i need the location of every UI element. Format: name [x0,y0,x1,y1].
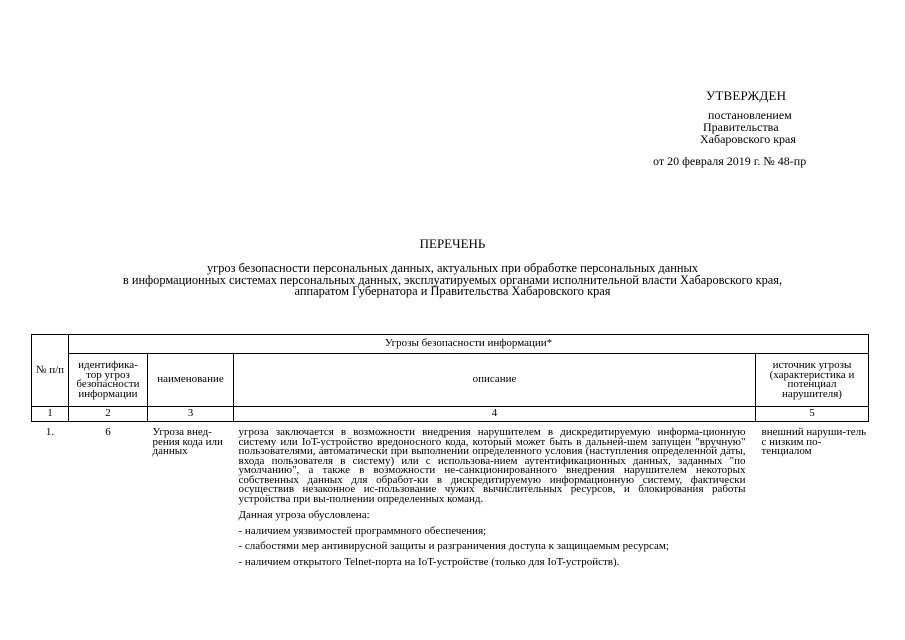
header-num-label: № п/п [35,363,65,376]
threats-table [31,334,869,574]
header-id [69,354,148,407]
approval-heading: УТВЕРЖДЕН [706,88,787,103]
row-threat-id: 6 [105,426,111,438]
table-column-numbers-row [32,407,869,422]
document-subtitle [40,263,865,298]
column-number-1: 1 [32,407,69,422]
approval-line-resolution: постановлением [708,108,792,122]
row-threat-description-cell [234,422,756,575]
header-name-label: наименование [157,373,224,386]
row-condition-item: - наличием открытого Telnet-порта на IoT-устройстве (только для IoT-устройств). [238,555,620,568]
subtitle-line-3: аппаратом Губернатора и Правительства Хабаровского края [294,284,611,298]
row-threat-description: угроза заключается в возможности внедрения нарушителем в дискредитируемую информа-ционную систему или IoT-устройство вредоносного кода, который может быть в дальней-шем запущен "вручную" пользователями, автоматически при выполнении определенного условия (наступления определенной даты, входа пользователя в систему) или с использова-нием аутентификационных данных, заданных "по умолчанию", а также в возможности не-санкционированного внедрения нарушителем некоторых собственных данных для обработ-ки в дискредитируемую информационную систему, фактически осуществив незаконное ис-пользование чужих вычислительных ресурсов, и блокирования работы устройства при вы-полнении определенных команд. [238,426,746,505]
header-id-label: идентифика-тор угроз безопасности информации [76,359,140,400]
approval-line-region: Хабаровского края [700,132,796,146]
row-threat-name: Угроза внед-рения кода или данных [152,426,223,457]
header-group [69,335,869,354]
header-desc [234,354,756,407]
header-src [756,354,869,407]
row-conditions-intro: Данная угроза обусловлена: [238,509,370,521]
table-header-row [32,354,869,407]
header-src-label: источник угрозы (характеристика и потенциал нарушителя) [769,359,855,400]
row-condition-item: - наличием уязвимостей программного обеспечения; [238,524,487,537]
approval-line-government: Правительства [703,120,779,134]
approval-line-date: от 20 февраля 2019 г. № 48-пр [653,154,807,168]
row-condition-item: - слабостями мер антивирусной защиты и разграничения доступа к защищаемым ресурсам; [238,540,669,552]
document-title: ПЕРЕЧЕНЬ [419,236,486,251]
column-number-4: 4 [234,407,756,422]
header-num [32,335,69,407]
subtitle-line-2: в информационных системах персональных данных, эксплуатируемых органами исполнительной власти Хабаровского края, [122,272,783,287]
row-threat-source: внешний наруши-тель с низким по-тенциалом [761,426,867,457]
column-number-3: 3 [148,407,234,422]
subtitle-line-1: угроз безопасности персональных данных, актуальных при обработке персональных данных [206,261,699,275]
row-num: 1. [45,426,55,438]
column-number-5: 5 [756,407,869,422]
column-number-2: 2 [69,407,148,422]
header-desc-label: описание [472,373,517,386]
header-name [148,354,234,407]
table-group-header-row [32,335,869,354]
table-row [32,422,869,575]
header-group-label: Угрозы безопасности информации* [384,337,553,350]
